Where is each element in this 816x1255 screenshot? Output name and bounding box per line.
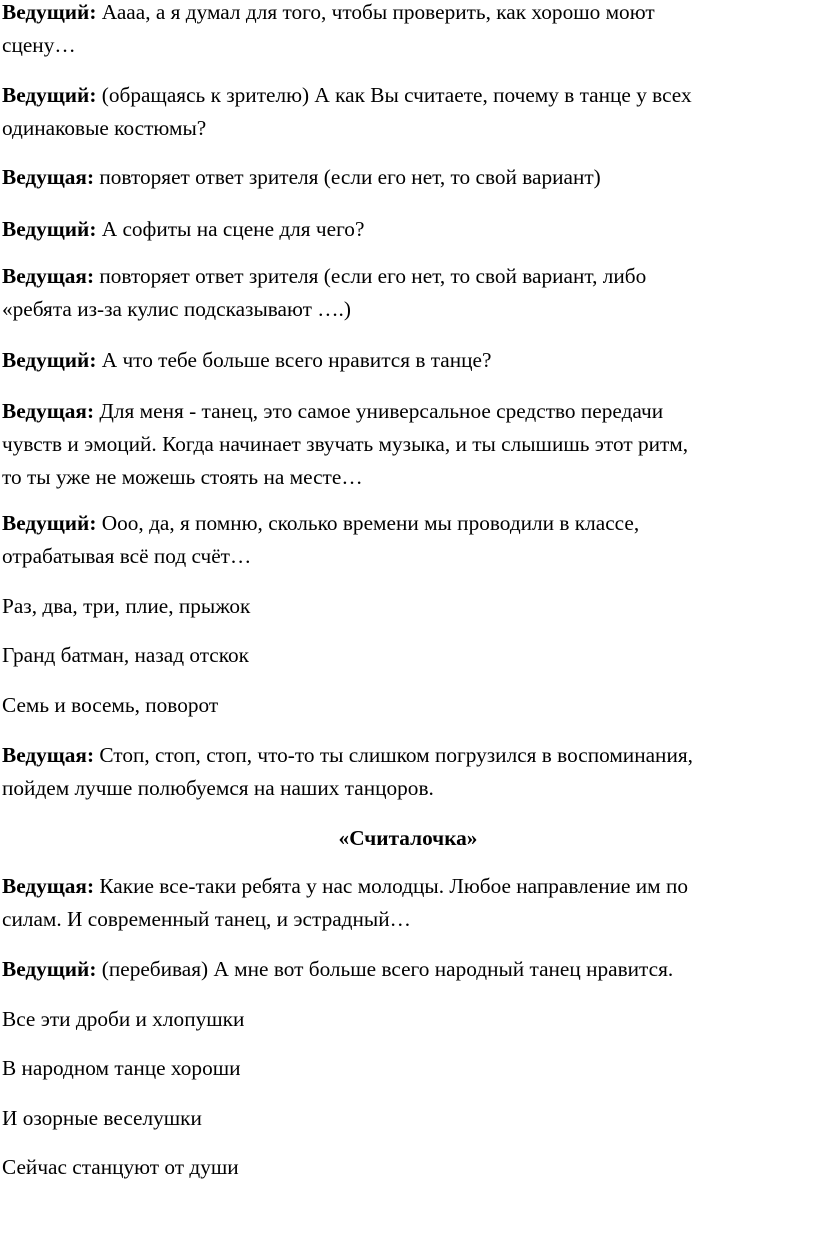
dialogue-line xyxy=(2,546,251,567)
verse-line xyxy=(2,1009,244,1030)
line-text: (обращаясь к зрителю) А как Вы считаете, почему в танце у всех xyxy=(101,83,692,107)
dialogue-line xyxy=(2,467,363,488)
verse-line xyxy=(2,1108,202,1129)
speaker-label: Ведущая: xyxy=(2,743,95,767)
line-text: Гранд батман, назад отскок xyxy=(2,643,250,667)
verse-line xyxy=(2,695,218,716)
line-text: Стоп, стоп, стоп, что-то ты слишком погрузился в воспоминания, xyxy=(99,743,693,767)
line-text: Семь и восемь, поворот xyxy=(2,693,219,717)
dialogue-line xyxy=(2,350,491,371)
verse-line xyxy=(2,596,250,617)
line-text: И озорные веселушки xyxy=(2,1106,202,1130)
dialogue-line xyxy=(2,909,411,930)
speaker-label: Ведущий: xyxy=(2,348,97,372)
dialogue-line xyxy=(2,118,206,139)
verse-line xyxy=(2,1157,239,1178)
dialogue-line xyxy=(2,85,692,106)
line-text: силам. И современный танец, и эстрадный… xyxy=(2,907,411,931)
line-text: «ребята из-за кулис подсказывают ….) xyxy=(2,297,351,321)
dialogue-line xyxy=(2,876,688,897)
dialogue-line xyxy=(2,167,601,188)
speaker-label: Ведущий: xyxy=(2,83,97,107)
line-text: Аааа, а я думал для того, чтобы проверить, как хорошо моют xyxy=(101,0,655,24)
speaker-label: Ведущая: xyxy=(2,874,95,898)
line-text: Для меня - танец, это самое универсальное средство передачи xyxy=(99,399,664,423)
dialogue-line xyxy=(2,2,655,23)
speaker-label: Ведущий: xyxy=(2,0,97,24)
dialogue-line xyxy=(2,513,639,534)
line-text: повторяет ответ зрителя (если его нет, то свой вариант) xyxy=(99,165,601,189)
dialogue-line xyxy=(2,959,673,980)
line-text: то ты уже не можешь стоять на месте… xyxy=(2,465,363,489)
line-text: сцену… xyxy=(2,33,76,57)
line-text: отрабатывая всё под счёт… xyxy=(2,544,252,568)
speaker-label: Ведущая: xyxy=(2,165,95,189)
dialogue-line xyxy=(2,219,364,240)
line-text: Все эти дроби и хлопушки xyxy=(2,1007,245,1031)
speaker-label: Ведущая: xyxy=(2,399,95,423)
line-text: Ооо, да, я помню, сколько времени мы проводили в классе, xyxy=(101,511,640,535)
section-heading: «Считалочка» xyxy=(338,826,478,850)
speaker-label: Ведущий: xyxy=(2,217,97,241)
line-text: повторяет ответ зрителя (если его нет, то свой вариант, либо xyxy=(99,264,647,288)
line-text: А что тебе больше всего нравится в танце? xyxy=(101,348,492,372)
line-text: пойдем лучше полюбуемся на наших танцоров. xyxy=(2,776,434,800)
dialogue-line xyxy=(2,745,693,766)
dialogue-line xyxy=(2,401,663,422)
verse-line xyxy=(2,1058,241,1079)
speaker-label: Ведущий: xyxy=(2,957,97,981)
dialogue-line xyxy=(2,299,351,320)
verse-line xyxy=(2,645,249,666)
speaker-label: Ведущая: xyxy=(2,264,95,288)
line-text: А софиты на сцене для чего? xyxy=(101,217,365,241)
dialogue-line xyxy=(2,266,646,287)
line-text: чувств и эмоций. Когда начинает звучать музыка, и ты слышишь этот ритм, xyxy=(2,432,689,456)
dialogue-line xyxy=(2,35,76,56)
line-text: В народном танце хороши xyxy=(2,1056,241,1080)
line-text: Раз, два, три, плие, прыжок xyxy=(2,594,251,618)
dialogue-line xyxy=(2,778,434,799)
dialogue-line xyxy=(2,434,688,455)
line-text: Сейчас станцуют от души xyxy=(2,1155,239,1179)
line-text: одинаковые костюмы? xyxy=(2,116,207,140)
speaker-label: Ведущий: xyxy=(2,511,97,535)
line-text: Какие все-таки ребята у нас молодцы. Любое направление им по xyxy=(99,874,689,898)
line-text: (перебивая) А мне вот больше всего народный танец нравится. xyxy=(101,957,674,981)
